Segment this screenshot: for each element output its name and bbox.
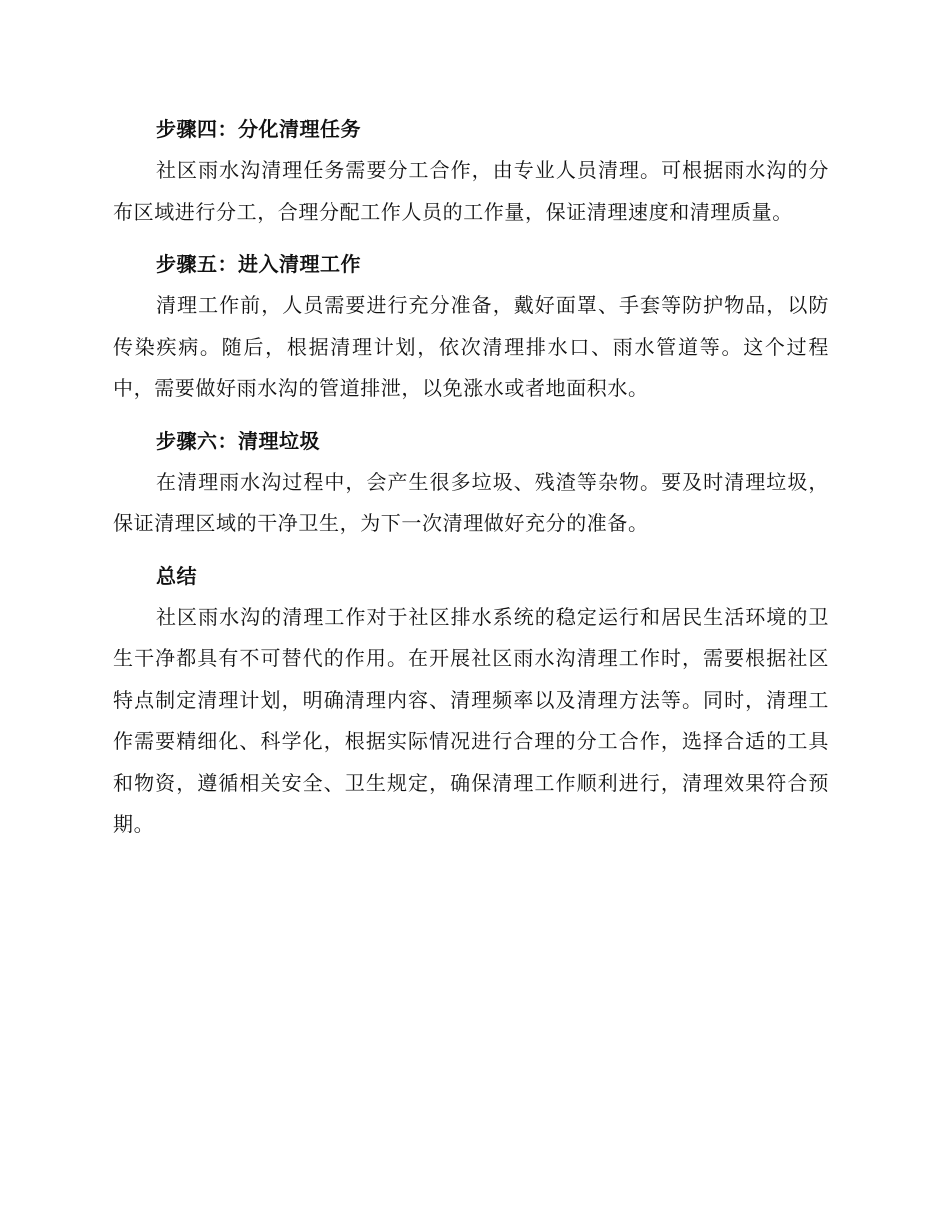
section-paragraph-step5: 清理工作前，人员需要进行充分准备，戴好面罩、手套等防护物品，以防传染疾病。随后，根据清理计划，依次清理排水口、雨水管道等。这个过程中，需要做好雨水沟的管道排泄，以免涨水或者地面积水。 [113,293,829,400]
section-heading-summary: 总结 [156,563,197,588]
document-body [113,108,829,856]
section-paragraph-step4: 社区雨水沟清理任务需要分工合作，由专业人员清理。可根据雨水沟的分布区域进行分工，合理分配工作人员的工作量，保证清理速度和清理质量。 [113,158,829,224]
section-heading-step5: 步骤五：进入清理工作 [156,252,361,276]
section-paragraph-summary: 社区雨水沟的清理工作对于社区排水系统的稳定运行和居民生活环境的卫生干净都具有不可替代的作用。在开展社区雨水沟清理工作时，需要根据社区特点制定清理计划，明确清理内容、清理频率以及清理方法等。同时，清理工作需要精细化、科学化，根据实际情况进行合理的分工合作，选择合适的工具和物资，遵循相关安全、卫生规定，确保清理工作顺利进行，清理效果符合预期。 [113,604,829,836]
section-paragraph-step6: 在清理雨水沟过程中，会产生很多垃圾、残渣等杂物。要及时清理垃圾，保证清理区域的干净卫生，为下一次清理做好充分的准备。 [113,469,829,535]
section-heading-step4: 步骤四：分化清理任务 [156,117,361,141]
section-heading-step6: 步骤六：清理垃圾 [156,428,320,453]
